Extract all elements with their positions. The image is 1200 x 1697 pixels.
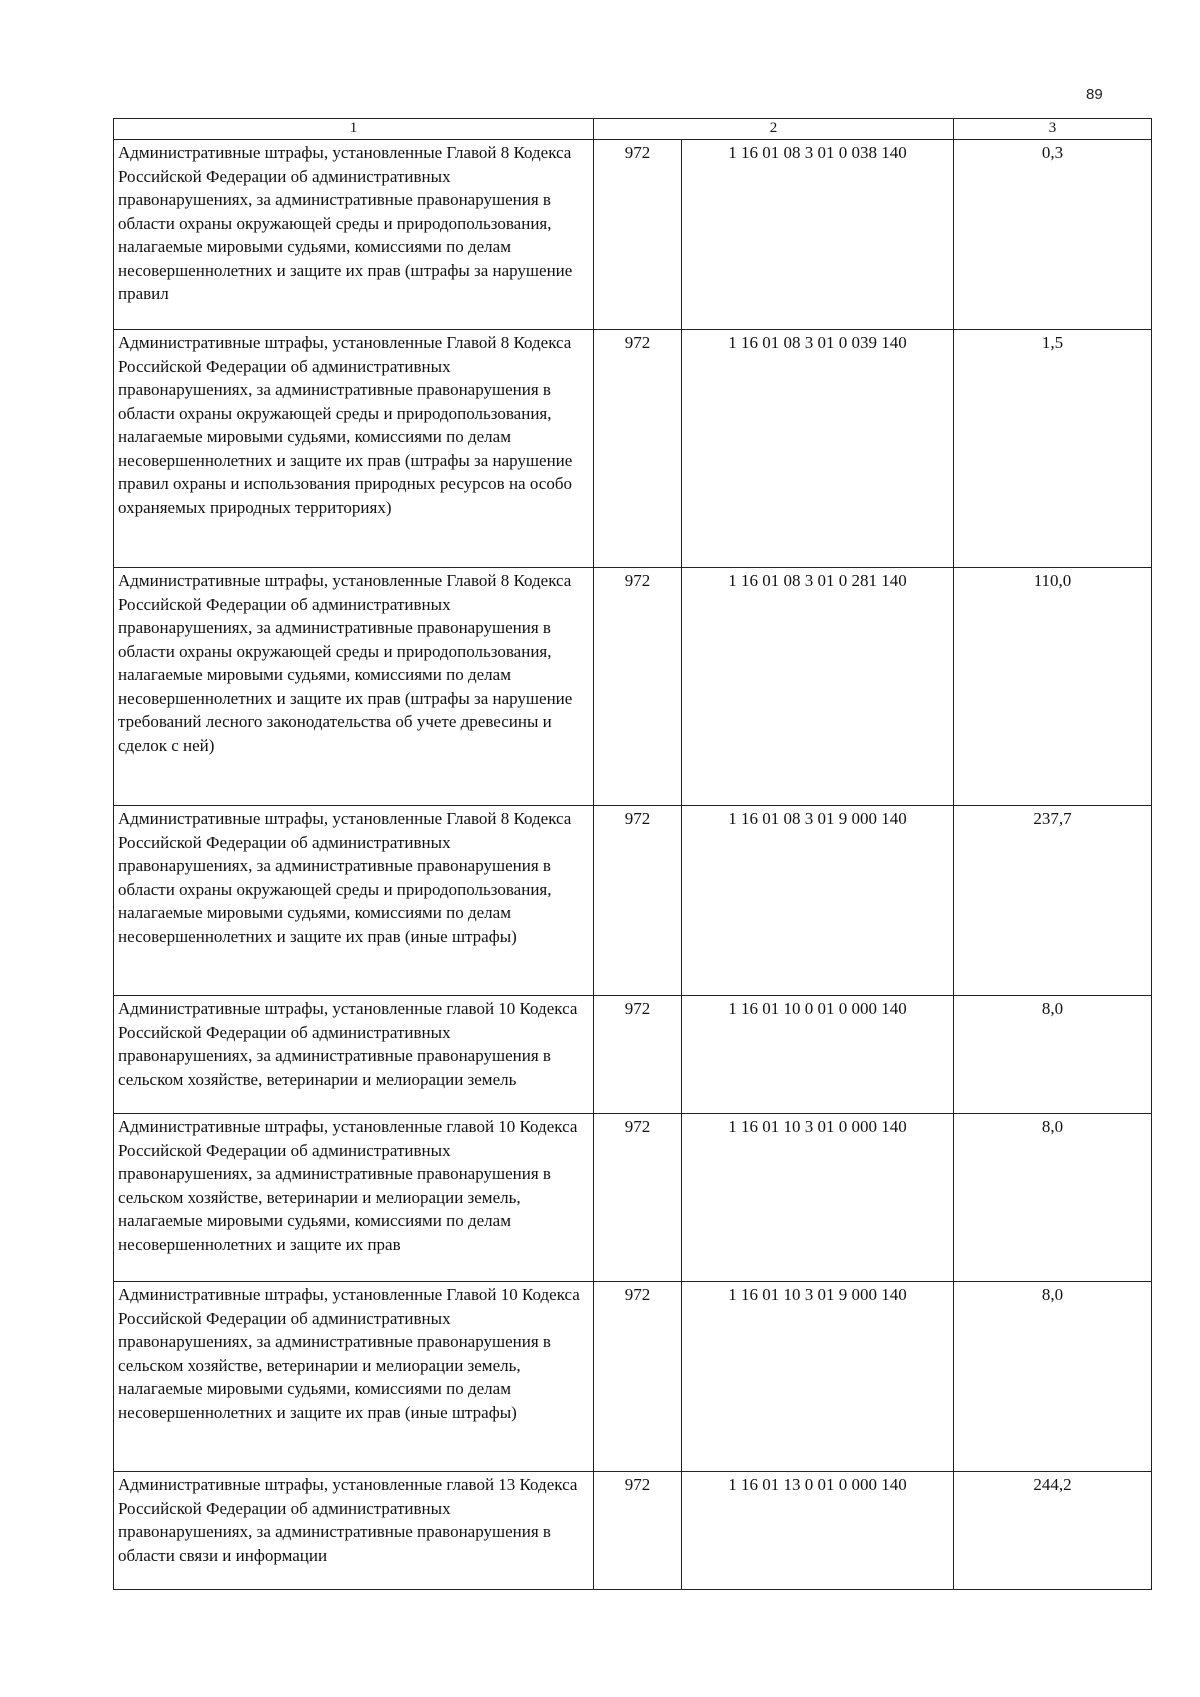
row-amount: 8,0 — [954, 1114, 1152, 1282]
row-admin-code: 972 — [594, 1114, 682, 1282]
table-row — [114, 1114, 1152, 1282]
row-amount: 237,7 — [954, 806, 1152, 996]
row-description: Административные штрафы, установленные Главой 8 Кодекса Российской Федерации об административных правонарушениях, за административные правонарушения в области охраны окружающей среды и природопользования, налагаемые мировыми судьями, комиссиями по делам несовершеннолетних и защите их прав (иные штрафы) — [114, 806, 594, 996]
row-admin-code: 972 — [594, 568, 682, 806]
table-row — [114, 806, 1152, 996]
row-amount: 0,3 — [954, 140, 1152, 330]
revenue-table — [113, 118, 1152, 1590]
header-col-1: 1 — [114, 119, 594, 140]
row-kbk-code: 1 16 01 10 0 01 0 000 140 — [682, 996, 954, 1114]
table-row — [114, 330, 1152, 568]
table-row — [114, 996, 1152, 1114]
row-description: Административные штрафы, установленные главой 10 Кодекса Российской Федерации об административных правонарушениях, за административные правонарушения в сельском хозяйстве, ветеринарии и мелиорации земель, налагаемые мировыми судьями, комиссиями по делам несовершеннолетних и защите их прав — [114, 1114, 594, 1282]
row-amount: 244,2 — [954, 1472, 1152, 1590]
page-number: 89 — [1086, 86, 1103, 103]
row-kbk-code: 1 16 01 08 3 01 0 039 140 — [682, 330, 954, 568]
row-admin-code: 972 — [594, 1472, 682, 1590]
row-admin-code: 972 — [594, 330, 682, 568]
row-kbk-code: 1 16 01 13 0 01 0 000 140 — [682, 1472, 954, 1590]
table-row — [114, 568, 1152, 806]
row-description: Административные штрафы, установленные Главой 8 Кодекса Российской Федерации об административных правонарушениях, за административные правонарушения в области охраны окружающей среды и природопользования, налагаемые мировыми судьями, комиссиями по делам несовершеннолетних и защите их прав (штрафы за нарушение требований лесного законодательства об учете древесины и сделок с ней) — [114, 568, 594, 806]
row-description: Административные штрафы, установленные Главой 10 Кодекса Российской Федерации об административных правонарушениях, за административные правонарушения в сельском хозяйстве, ветеринарии и мелиорации земель, налагаемые мировыми судьями, комиссиями по делам несовершеннолетних и защите их прав (иные штрафы) — [114, 1282, 594, 1472]
row-admin-code: 972 — [594, 996, 682, 1114]
row-admin-code: 972 — [594, 1282, 682, 1472]
row-kbk-code: 1 16 01 10 3 01 9 000 140 — [682, 1282, 954, 1472]
row-description: Административные штрафы, установленные главой 13 Кодекса Российской Федерации об административных правонарушениях, за административные правонарушения в области связи и информации — [114, 1472, 594, 1590]
row-admin-code: 972 — [594, 140, 682, 330]
table-row — [114, 140, 1152, 330]
row-admin-code: 972 — [594, 806, 682, 996]
row-description: Административные штрафы, установленные Главой 8 Кодекса Российской Федерации об административных правонарушениях, за административные правонарушения в области охраны окружающей среды и природопользования, налагаемые мировыми судьями, комиссиями по делам несовершеннолетних и защите их прав (штрафы за нарушение правил охраны и использования природных ресурсов на особо охраняемых природных территориях) — [114, 330, 594, 568]
table-row — [114, 1282, 1152, 1472]
row-description: Административные штрафы, установленные главой 10 Кодекса Российской Федерации об административных правонарушениях, за административные правонарушения в сельском хозяйстве, ветеринарии и мелиорации земель — [114, 996, 594, 1114]
row-amount: 110,0 — [954, 568, 1152, 806]
table-row — [114, 1472, 1152, 1590]
row-kbk-code: 1 16 01 08 3 01 0 281 140 — [682, 568, 954, 806]
header-col-3: 3 — [954, 119, 1152, 140]
row-kbk-code: 1 16 01 10 3 01 0 000 140 — [682, 1114, 954, 1282]
row-amount: 8,0 — [954, 996, 1152, 1114]
row-description: Административные штрафы, установленные Главой 8 Кодекса Российской Федерации об административных правонарушениях, за административные правонарушения в области охраны окружающей среды и природопользования, налагаемые мировыми судьями, комиссиями по делам несовершеннолетних и защите их прав (штрафы за нарушение правил — [114, 140, 594, 330]
row-kbk-code: 1 16 01 08 3 01 9 000 140 — [682, 806, 954, 996]
table-header-row — [114, 119, 1152, 140]
header-col-2: 2 — [594, 119, 954, 140]
row-amount: 1,5 — [954, 330, 1152, 568]
row-amount: 8,0 — [954, 1282, 1152, 1472]
row-kbk-code: 1 16 01 08 3 01 0 038 140 — [682, 140, 954, 330]
